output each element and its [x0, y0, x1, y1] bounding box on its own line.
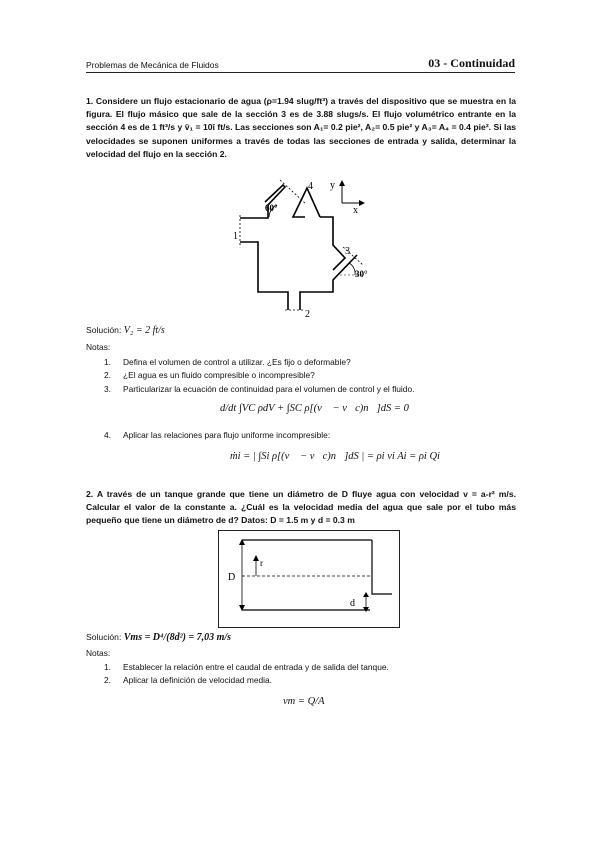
header-divider: [86, 72, 515, 73]
device-right-wall: [320, 217, 345, 270]
section-4-line: [280, 180, 305, 203]
problem-2-statement: [86, 488, 516, 528]
note-text: Establecer la relación entre el caudal de entrada y de salida del tanque.: [123, 662, 389, 672]
problem-2-solution: [86, 632, 231, 643]
problem-2-text: A través de un tanque grande que tiene un diámetro de D fluye agua con velocidad v = a-r² m/s. Calcular el valor de la constante a. ¿Cuál es la velocidad media del agua que sale por el tubo más pequeño que tiene un diámetro de d? Datos: D = 1.5 m y d = 0.3 m: [86, 489, 516, 526]
device-bottom-right: [300, 255, 357, 310]
x-axis-arrow: [359, 200, 365, 206]
note-number: 3.: [104, 384, 111, 394]
dimension-d-label: d: [350, 598, 355, 609]
problem-1-solution: [86, 325, 165, 336]
angle-30-label: 30°: [355, 269, 368, 279]
equation-continuity: d/dt ∫VC ρdV + ∫SC ρ[(v⃗ − v⃗c)n⃗]dS = 0: [220, 403, 409, 414]
equation-mean-velocity: vm = Q/A: [283, 696, 325, 707]
section-2-label: 2: [305, 309, 310, 320]
solution-1-math: V₂ = 2 ft/s: [123, 325, 165, 336]
radius-r-label: r: [260, 558, 263, 568]
note-text: Aplicar las relaciones para flujo uniforme incompresible:: [123, 430, 331, 440]
note-number: 1.: [104, 357, 111, 367]
problem-1-text: Considere un flujo estacionario de agua (ρ=1.94 slug/ft³) a través del dispositivo que se muestra en la figura. El flujo másico que sale de la sección 3 es de 3.88 slugs/s. El flujo volumétrico entrante en la sección 4 es de 1 ft³/s y v̄₁ = 10î ft/s. Las secciones son A₁= 0.2 pie², A₂= 0.5 pie² y A₃= A₄ = 0.4 pie². Si las velocidades se suponen uniformes a través de todas las secciones de entrada y salida, determinar la velocidad del flujo en la sección 2.: [86, 96, 516, 159]
note-text: Defina el volumen de control a utilizar. ¿Es fijo o deformable?: [123, 357, 351, 367]
header-course-title: Problemas de Mecánica de Fluidos: [86, 60, 219, 70]
note-number: 2.: [104, 675, 111, 685]
equation-mass-flow: ṁi = | ∫Si ρ[(v⃗ − v⃗c)n⃗]dS | = ρi vi Ai = ρi Qi: [230, 451, 440, 462]
dimension-D-label: D: [228, 572, 236, 583]
x-axis-label: x: [353, 205, 358, 216]
section-1-label: 1: [233, 231, 238, 242]
section-4-label: 4: [308, 181, 313, 192]
section-3-label: 3: [345, 246, 350, 257]
note-number: 4.: [104, 430, 111, 440]
note-number: 1.: [104, 662, 111, 672]
note-text: Aplicar la definición de velocidad media.: [123, 675, 272, 685]
note-number: 2.: [104, 370, 111, 380]
solution-2-math: Vms = D⁴/(8d²) = 7,03 m/s: [123, 632, 232, 643]
note-text: Particularizar la ecuación de continuidad para el volumen de control y el fluido.: [123, 384, 415, 394]
problem-2-notes-label: Notas:: [86, 648, 111, 658]
problem-2-figure-frame: [218, 530, 400, 628]
problem-1-statement: [86, 95, 516, 161]
device-top-right: [293, 188, 320, 217]
problem-1-number: 1.: [86, 96, 94, 106]
problem-1-notes-label: Notas:: [86, 342, 111, 352]
problem-2-number: 2.: [86, 489, 94, 499]
header-chapter-title: 03 - Continuidad: [428, 56, 515, 70]
y-axis-arrow: [339, 180, 345, 186]
problem-1-figure: [225, 175, 395, 320]
angle-60-label: 60°: [265, 203, 278, 213]
y-axis-label: y: [330, 180, 335, 191]
solution-1-label: Solución:: [86, 325, 122, 335]
device-left-wall: [240, 185, 285, 218]
note-text: ¿El agua es un fluido compresible o incompresible?: [123, 370, 315, 380]
solution-2-label: Solución:: [86, 632, 122, 642]
device-bottom-left: [240, 242, 288, 310]
